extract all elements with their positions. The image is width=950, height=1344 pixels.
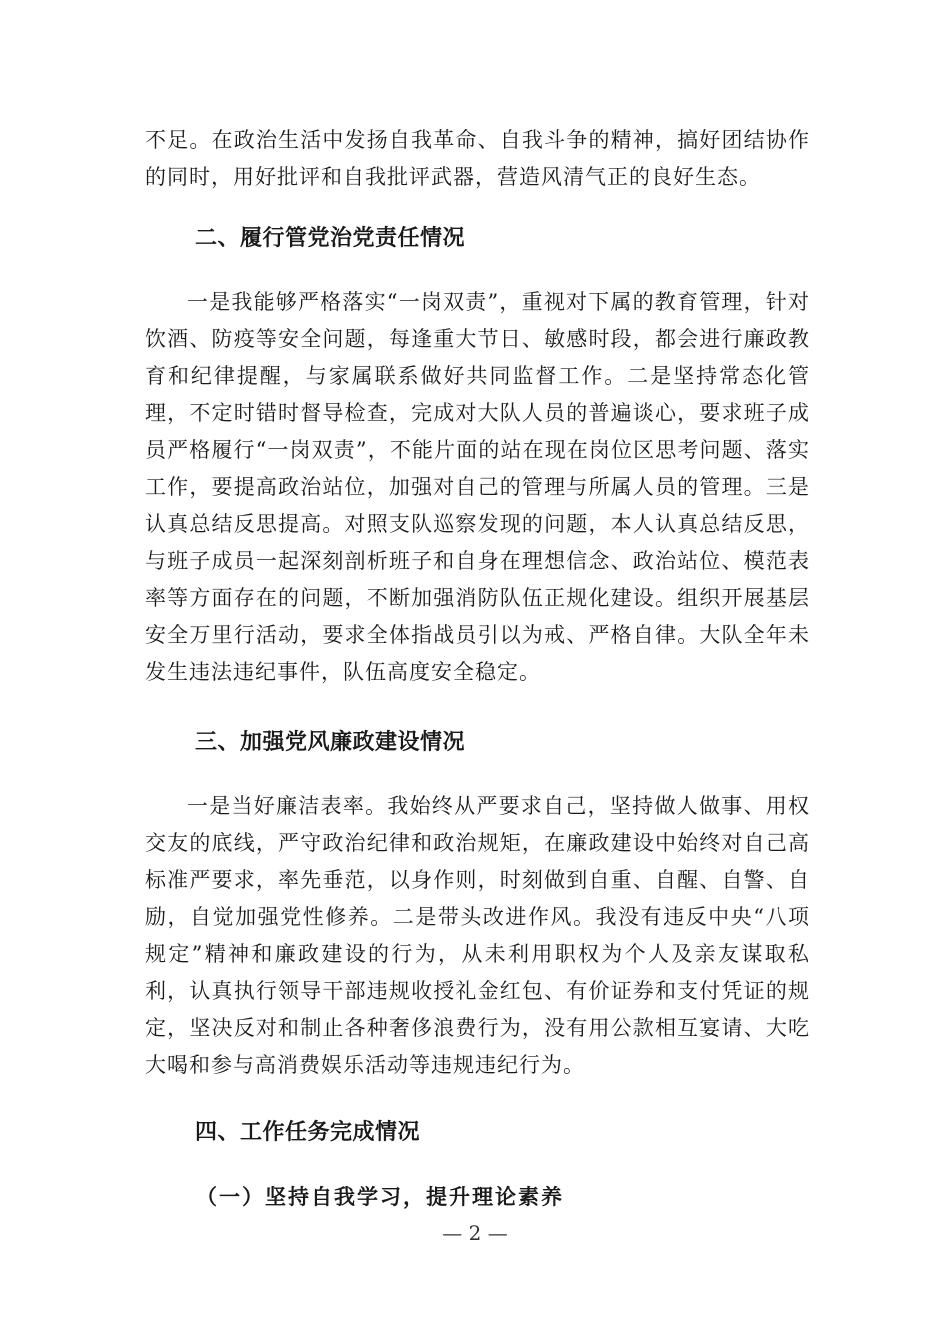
paragraph-section-2: 一是我能够严格落实“一岗双责”，重视对下属的教育管理，针对饮酒、防疫等安全问题，每逢重大节日、敏感时段，都会进行廉政教育和纪律提醒，与家属联系做好共同监督工作。二是坚持常态化管理，不定时错时督导检查，完成对大队人员的普遍谈心，要求班子成员严格履行“一岗双责”，不能片面的站在现在岗位区思考问题、落实工作，要提高政治站位，加强对自己的管理与所属人员的管理。三是认真总结反思提高。对照支队巡察发现的问题，本人认真总结反思，与班子成员一起深刻剖析班子和自身在理想信念、政治站位、模范表率等方面存在的问题，不断加强消防队伍正规化建设。组织开展基层安全万里行活动，要求全体指战员引以为戒、严格自律。大队全年未发生违法违纪事件，队伍高度安全稳定。 bbox=[145, 290, 810, 684]
subsection-heading-1: （一）坚持自我学习，提升理论素养 bbox=[196, 1184, 564, 1209]
section-heading-3: 三、加强党风廉政建设情况 bbox=[195, 730, 466, 755]
section-heading-2: 二、履行管党治党责任情况 bbox=[195, 226, 466, 251]
paragraph-continuation: 不足。在政治生活中发扬自我革命、自我斗争的精神，搞好团结协作的同时，用好批评和自我批评武器，营造风清气正的良好生态。 bbox=[145, 128, 810, 189]
page-number: — 2 — bbox=[442, 1221, 508, 1245]
section-heading-4: 四、工作任务完成情况 bbox=[195, 1120, 421, 1145]
paragraph-section-3: 一是当好廉洁表率。我始终从严要求自己，坚持做人做事、用权交友的底线，严守政治纪律和政治规矩，在廉政建设中始终对自己高标准严要求，率先垂范，以身作则，时刻做到自重、自醒、自警、自励，自觉加强党性修养。二是带头改进作风。我没有违反中央“八项规定”精神和廉政建设的行为，从未利用职权为个人及亲友谋取私利，认真执行领导干部违规收授礼金红包、有价证券和支付凭证的规定，坚决反对和制止各种奢侈浪费行为，没有用公款相互宴请、大吃大喝和参与高消费娱乐活动等违规违纪行为。 bbox=[145, 794, 810, 1077]
